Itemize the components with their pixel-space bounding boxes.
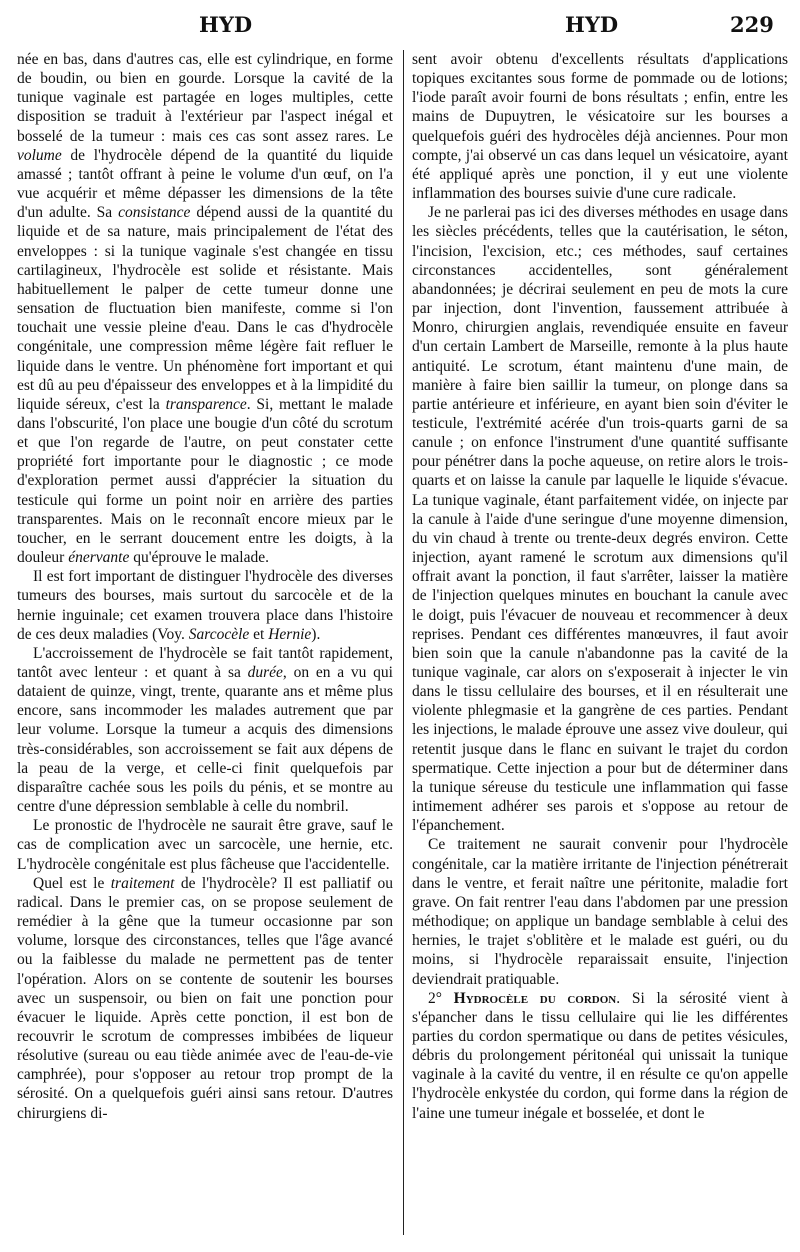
running-header — [0, 0, 800, 48]
text-run: sent avoir obtenu d'excellents résultats d'applications topiques excitantes sous forme de pommade ou de lotions; l'iode paraît avoir fourni de bons résultats ; enfin, entre les mains de Dupuytren, le vésicatoire sur les bourses a quelquefois guéri des hydrocèles déjà anciennes. Pour mon compte, j'ai observé un cas dans lequel un vésicatoire, ayant été appliqué après une ponction, il y eut une violente inflammation des bourses suivie d'une cure radicale. — [412, 51, 788, 203]
right-text-column — [412, 50, 788, 1240]
italic-term: traitement — [110, 874, 175, 892]
paragraph — [412, 989, 788, 1123]
paragraph — [17, 644, 393, 816]
text-run: Quel est le — [33, 874, 111, 892]
italic-term: Sarcocèle — [188, 625, 250, 643]
italic-term: durée — [247, 664, 283, 681]
text-run: . Si la sérosité vient à s'épancher dans le tissu cellulaire qui lie les différentes parties du cordon spermatique ou dans de petites vésicules, débris du prolongement péritonéal qui unissait la tunique vaginale à la cavité du ventre, il en résulte ce qu'on appelle l'hydrocèle enkystée du cordon, qui forme dans la région de l'aine une tumeur inégale et bosselée, et dont le — [412, 989, 788, 1122]
paragraph — [17, 874, 393, 1123]
text-run: qu'éprouve le malade. — [129, 549, 269, 567]
italic-term: transparence — [165, 395, 247, 413]
column-divider — [403, 50, 404, 1235]
text-run: et — [249, 625, 269, 643]
header-center-word: HYD — [565, 12, 619, 37]
section-heading: Hydrocèle du cordon — [453, 989, 617, 1007]
italic-term: Hernie — [268, 625, 312, 643]
left-text-column — [17, 50, 393, 1240]
text-run: . Si, mettant le malade dans l'obscurité, l'on place une bougie d'un côté du scrotum et que l'on regarde de l'autre, on peut constater cette propriété fort importante pour le diagnostic ; ce mode d'exploration permet aussi d'apprécier la situation du testicule qui forme un point noir en arrière des parties transparentes. Mais on le reconnaît encore mieux par le toucher, en le serrant doucement entre les doigts, à la douleur — [17, 395, 393, 567]
text-run: Le pronostic de l'hydrocèle ne saurait être grave, sauf le cas de complication avec un sarcocèle, une hernie, etc. L'hydrocèle congénitale est plus fâcheuse que l'accidentelle. — [17, 817, 393, 873]
text-run: Je ne parlerai pas ici des diverses méthodes en usage dans les siècles précédents, telles que la cautérisation, le séton, l'incision, l'excision, etc.; ces méthodes, sauf certaines circonstances accidentelles, sont généralement abandonnées; je décrirai seulement en peu de mots la cure par injection, dont l'invention, faussement attribuée à Monro, chirurgien anglais, revendiquée ensuite en faveur d'un certain Lambert de Marseille, remonte à la plus haute antiquité. Le scrotum, étant maintenu d'une main, de manière à faire bien saillir la tumeur, on plonge dans sa partie antérieure et inférieure, en ayant bien soin d'éviter le testicule, l'extrémité acérée d'un trois-quarts garni de sa canule ; on enfonce l'instrument d'une quantité suffisante pour pénétrer dans la poche aqueuse, on retire alors le trois-quarts et on laisse la canule par laquelle le liquide s'évacue. La tunique vaginale, étant parfaitement vidée, on injecte par la canule à l'aide d'une seringue d'une moyenne dimension, du vin chaud à trente ou trente-deux degrés environ. Cette injection, ayant ramené le scrotum aux dimensions qu'il offrait avant la ponction, il faut s'arrêter, laisser la matière de l'injection quelques minutes en bouchant la canule avec le doigt, puis l'évacuer de nouveau et recommencer à deux reprises. Pendant ces différentes manœuvres, il faut avoir bien soin que la canule n'abandonne pas la cavité de la tunique vaginale, car alors on s'exposerait à injecter le vin dans le tissu cellulaire des bourses, et il en résulterait une violente phlegmasie et la gangrène de ces parties. Pendant les injections, le malade éprouve une assez vive douleur, qui retentit jusque dans le flanc en suivant le trajet du cordon spermatique. Cette injection a pour but de déterminer dans la tunique séreuse du testicule une inflammation qui fasse intimement adhérer ses parois et s'oppose au retour de l'épanchement. — [412, 204, 788, 835]
text-run: dépend aussi de la quantité du liquide et de sa nature, mais principalement de l'état des enveloppes : si la tunique vaginale s'est changée en tissu cartilagineux, l'hydrocèle est solide et résistante. Mais habituellement le palper de cette tumeur donne une sensation de fluctuation bien manifeste, comme si l'on touchait une vessie pleine d'eau. Dans le cas d'hydrocèle congénitale, une compression même légère fait refluer le liquide dans le ventre. Un phénomène fort important et qui est dû au peu d'épaisseur des enveloppes et à la limpidité du liquide séreux, c'est la — [17, 204, 393, 413]
header-left-word: HYD — [199, 12, 253, 37]
paragraph — [17, 50, 393, 567]
text-run: , on en a vu qui dataient de quinze, vingt, trente, quarante ans et même plus encore, sans incommoder les malades autrement que par leur volume. Lorsque la tumeur a acquis des dimensions très-considérables, son accroissement se fait aux dépens de la peau de la verge, et celle-ci finit quelquefois par disparaître cachée sous les poils du pénis, et se montre au centre d'une dépression semblable à celle du nombril. — [17, 664, 393, 816]
italic-term: énervante — [68, 549, 130, 567]
text-run: Il est fort important de distinguer l'hydrocèle des diverses tumeurs des bourses, mais surtout du sarcocèle et de la hernie inguinale; cet examen trouvera place dans l'histoire de ces deux maladies (Voy. — [17, 568, 393, 643]
paragraph — [412, 203, 788, 835]
paragraph — [412, 50, 788, 203]
text-run: ). — [311, 625, 321, 643]
text-run: de l'hydrocèle dépend de la quantité du liquide amassé ; tantôt offrant à peine le volume d'un œuf, on l'a vue acquérir et même dépasser les dimensions de la tête d'un adulte. Sa — [17, 146, 393, 222]
italic-term: volume — [17, 146, 62, 164]
paragraph — [17, 567, 393, 644]
text-run: de l'hydrocèle? Il est palliatif ou radical. Dans le premier cas, on se propose seulement de remédier à la gêne que la tumeur occasionne par son volume, lorsque des circonstances, telles que l'âge avancé ou la faiblesse du malade ne permettent pas de tenter l'opération. Alors on se contente de soutenir les bourses avec un suspensoir, ou bien on fait une ponction pour évacuer le liquide. Après cette ponction, il est bon de recouvrir le scrotum de compresses imbibées de liqueur résolutive (sureau ou eau tiède animée avec de l'eau-de-vie camphrée), pour s'opposer au retour trop prompt de la sérosité. On a quelquefois guéri ainsi sans retour. D'autres chirurgiens di- — [17, 874, 393, 1122]
paragraph — [17, 816, 393, 873]
text-run: 2° — [428, 989, 454, 1007]
text-run: Ce traitement ne saurait convenir pour l'hydrocèle congénitale, car la matière irritante de l'injection pénétrerait dans le ventre, et ferait naître une péritonite, maladie fort grave. On fait rentrer l'eau dans l'abdomen par une pression méthodique; on applique un bandage semblable à celui des hernies, le trajet s'oblitère et le malade est guéri, ou du moins, si l'hydrocèle reparaissait ensuite, l'injection deviendrait pratiquable. — [412, 836, 788, 988]
text-run: née en bas, dans d'autres cas, elle est cylindrique, en forme de boudin, ou bien en gourde. Lorsque la cavité de la tunique vaginale est partagée en loges multiples, cette disposition se traduit à l'extérieur par l'aspect inégal et bosselé de la tumeur : mais ces cas sont assez rares. Le — [17, 51, 393, 145]
italic-term: consistance — [118, 204, 191, 222]
text-run: L'accroissement de l'hydrocèle se fait tantôt rapidement, tantôt avec lenteur : et quant à sa — [17, 644, 393, 681]
paragraph — [412, 835, 788, 988]
page-number: 229 — [730, 12, 774, 37]
